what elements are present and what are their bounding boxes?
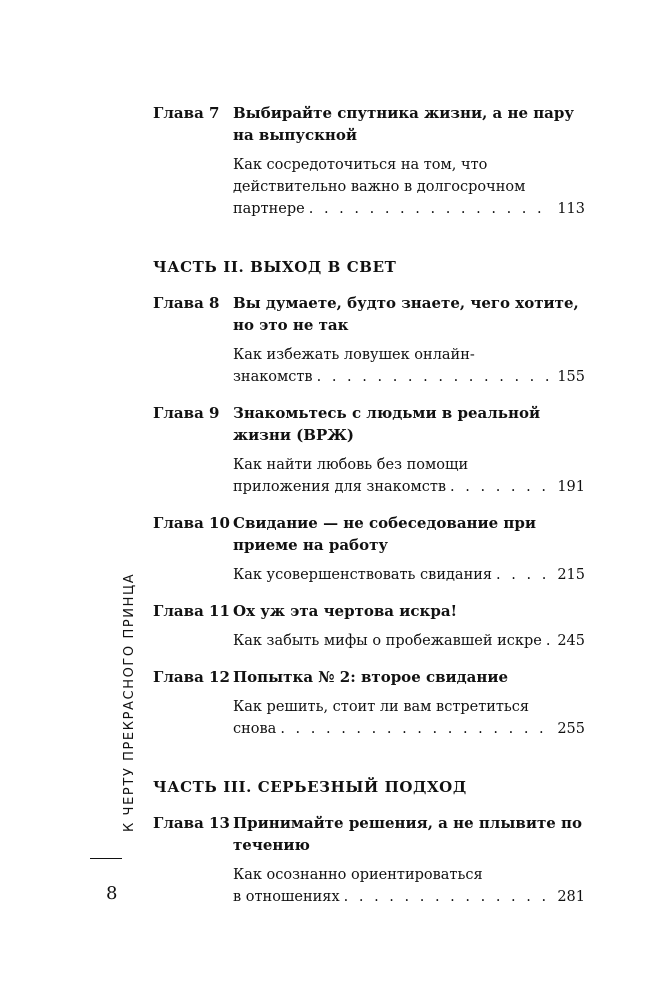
description-line: Как найти любовь без помощи xyxy=(233,457,469,473)
page-number: 8 xyxy=(106,883,118,904)
toc-entry-chapter-7 xyxy=(153,102,585,220)
chapter-title: Выбирайте спутника жизни, а не пару на выпускной xyxy=(233,104,574,144)
chapter-label: Глава 13 xyxy=(153,814,230,832)
chapter-label: Глава 9 xyxy=(153,404,220,422)
description-leader-line xyxy=(233,886,585,908)
chapter-label: Глава 10 xyxy=(153,514,230,532)
page-ref: 155 xyxy=(557,369,585,385)
chapter-title: Вы думаете, будто знаете, чего хотите, но это не так xyxy=(233,294,579,334)
description-line: Как забыть мифы о пробежавшей искре xyxy=(233,633,542,649)
chapter-description xyxy=(233,564,585,586)
chapter-title: Свидание — не собеседование при приеме на работу xyxy=(233,514,537,554)
description-line: Как сосредоточиться на том, что xyxy=(233,157,488,173)
chapter-description xyxy=(233,864,585,908)
description-line: Как осознанно ориентироваться xyxy=(233,867,483,883)
chapter-label: Глава 8 xyxy=(153,294,220,312)
toc-entry-chapter-8 xyxy=(153,292,585,388)
chapter-label: Глава 11 xyxy=(153,602,230,620)
description-leader-line xyxy=(233,198,585,220)
dot-leader xyxy=(546,630,551,652)
page-ref: 215 xyxy=(557,567,585,583)
running-header: К ЧЕРТУ ПРЕКРАСНОГО ПРИНЦА xyxy=(122,572,137,832)
chapter-description xyxy=(233,696,585,740)
table-of-contents xyxy=(153,102,585,908)
description-line: приложения для знакомств xyxy=(233,479,447,495)
dot-leader xyxy=(309,198,552,220)
page-ref: 281 xyxy=(557,889,585,905)
chapter-label: Глава 7 xyxy=(153,104,220,122)
dot-leader xyxy=(496,564,551,586)
toc-entry-chapter-10 xyxy=(153,512,585,586)
toc-entry-chapter-13 xyxy=(153,812,585,908)
description-line: Как решить, стоит ли вам встретиться xyxy=(233,699,530,715)
dot-leader xyxy=(317,366,552,388)
description-line: действительно важно в долгосрочном xyxy=(233,179,526,195)
toc-entry-chapter-11 xyxy=(153,600,585,652)
dot-leader xyxy=(344,886,552,908)
description-line: знакомств xyxy=(233,369,313,385)
chapter-description xyxy=(233,154,585,220)
description-line: Как усовершенствовать свидания xyxy=(233,567,493,583)
toc-entry-chapter-9 xyxy=(153,402,585,498)
chapter-title: Попытка № 2: второе свидание xyxy=(233,668,509,686)
description-leader-line xyxy=(233,366,585,388)
part-heading-2: ЧАСТЬ II. ВЫХОД В СВЕТ xyxy=(153,258,397,276)
description-leader-line xyxy=(233,476,585,498)
description-line: в отношениях xyxy=(233,889,340,905)
page-ref: 113 xyxy=(557,201,585,217)
description-line: партнере xyxy=(233,201,305,217)
chapter-description xyxy=(233,630,585,652)
dot-leader xyxy=(450,476,551,498)
running-header-rule xyxy=(90,858,122,859)
toc-entry-chapter-12 xyxy=(153,666,585,740)
chapter-title: Знакомьтесь с людьми в реальной жизни (ВРЖ) xyxy=(233,404,541,444)
description-line: Как избежать ловушек онлайн- xyxy=(233,347,475,363)
description-leader-line xyxy=(233,630,585,652)
page-ref: 245 xyxy=(557,633,585,649)
chapter-title: Ох уж эта чертова искра! xyxy=(233,602,458,620)
page-ref: 191 xyxy=(557,479,585,495)
description-line: снова xyxy=(233,721,277,737)
part-heading-3: ЧАСТЬ III. СЕРЬЕЗНЫЙ ПОДХОД xyxy=(153,778,467,796)
chapter-title: Принимайте решения, а не плывите по течению xyxy=(233,814,583,854)
chapter-label: Глава 12 xyxy=(153,668,230,686)
chapter-description xyxy=(233,454,585,498)
dot-leader xyxy=(280,718,551,740)
page-ref: 255 xyxy=(557,721,585,737)
description-leader-line xyxy=(233,564,585,586)
chapter-description xyxy=(233,344,585,388)
description-leader-line xyxy=(233,718,585,740)
